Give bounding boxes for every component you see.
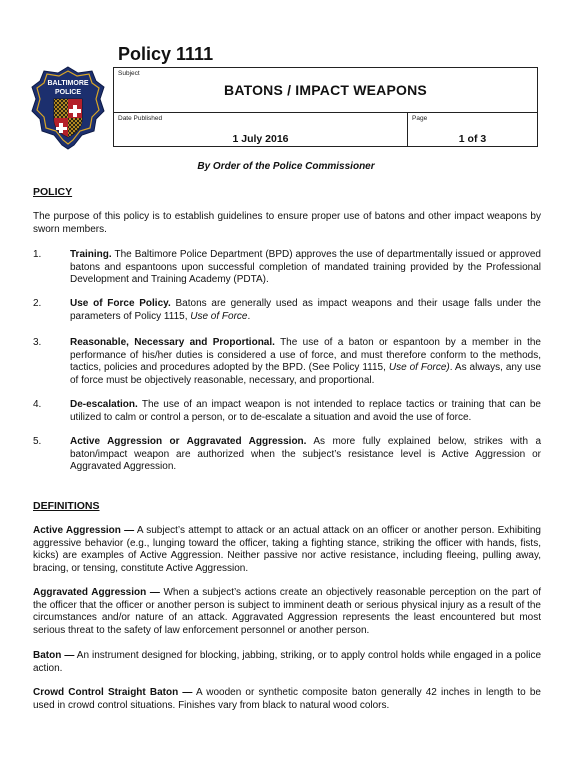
item-title: De-escalation.	[70, 399, 138, 410]
page-value: 1 of 3	[458, 133, 487, 145]
definition-text: When a subject’s actions create an objectively reasonable perception on the part of the officer that the officer or another person is subject to imminent death or serious physical injury as a result of the circumstances and/or nature of an attack. Aggravated Aggression represents the least encountered but most serious threat to the safety of law enforcement personnel or another person.	[33, 587, 541, 636]
definition-text: A wooden or synthetic composite baton generally 42 inches in length to be used in crowd control situations. Finishes vary from black to natural wood colors.	[33, 687, 541, 711]
item-text: Batons are generally used as impact weapons and their usage falls under the parameters of Policy 1115,	[70, 298, 541, 322]
item-title: Use of Force Policy.	[70, 298, 171, 309]
definitions-heading: DEFINITIONS	[33, 500, 100, 512]
definition-text: A subject’s attempt to attack or an actual attack on an officer or another person. Exhibiting aggressive behavior (e.g., lunging toward the officer, taking a fighting stance, striking the officer with hands, fists, kicks) are examples of Active Aggression. Neither passive nor active resistance, including fleeing, pulling away, bracing, or tensing, constitute Active Aggression.	[33, 525, 541, 574]
item-number: 2.	[33, 298, 42, 309]
item-number: 5.	[33, 436, 42, 447]
definition-item	[33, 525, 541, 575]
policy-item	[33, 298, 541, 323]
date-label: Date Published	[118, 115, 163, 122]
by-order-line: By Order of the Police Commissioner	[197, 161, 375, 172]
item-number: 3.	[33, 337, 42, 348]
badge-text-line2: POLICE	[54, 89, 82, 96]
policy-heading: POLICY	[33, 186, 73, 198]
policy-item	[33, 399, 541, 424]
badge-text-line1: BALTIMORE	[47, 80, 89, 87]
policy-item	[33, 337, 541, 387]
item-number: 4.	[33, 399, 42, 410]
item-text-italic: Use of Force	[190, 310, 248, 322]
date-value: 1 July 2016	[232, 133, 289, 145]
page-cell	[408, 113, 537, 146]
item-title: Active Aggression or Aggravated Aggression.	[70, 436, 307, 447]
subject-label: Subject	[118, 70, 140, 77]
subject-value: BATONS / IMPACT WEAPONS	[224, 82, 427, 98]
item-text: As more fully explained below, strikes with a baton/impact weapon are authorized when the subject’s resistance level is Active Aggression or Aggravated Aggression.	[70, 436, 542, 472]
item-title: Training.	[70, 249, 112, 260]
policy-item	[33, 436, 541, 474]
definition-text: An instrument designed for blocking, jabbing, striking, or to apply control holds while engaged in a police action.	[33, 650, 542, 674]
page-label: Page	[412, 115, 428, 122]
definition-term: Active Aggression —	[33, 525, 135, 536]
definition-term: Aggravated Aggression —	[33, 587, 160, 598]
item-text: The use of an impact weapon is not intended to replace tactics or training that can be utilized to calm or control a person, or to de-escalate a situation and avoid the use of force.	[70, 399, 541, 423]
date-cell	[114, 113, 408, 146]
definition-item	[33, 687, 541, 712]
item-number: 1.	[33, 249, 42, 260]
item-text-italic: Use of Force)	[388, 362, 450, 373]
item-text: The use of a baton or espantoon by a member in the performance of his/her duties is considered a use of force, and must therefore conform to the methods, tactics, policies and procedures adopted by the BPD. (See Policy 1115,	[70, 337, 541, 373]
item-text-after: .	[247, 310, 251, 322]
subject-cell	[114, 68, 537, 113]
definition-item	[33, 650, 541, 675]
item-text: The Baltimore Police Department (BPD) approves the use of departmentally issued or approved batons and espantoons upon successful completion of mandated training provided by the Professional Development and Training Academy (PDTA).	[70, 249, 541, 285]
definition-item	[33, 587, 541, 637]
policy-intro: The purpose of this policy is to establish guidelines to ensure proper use of batons and other impact weapons by sworn members.	[33, 211, 541, 235]
item-title: Reasonable, Necessary and Proportional.	[70, 337, 275, 348]
baltimore-police-badge-icon	[30, 65, 106, 151]
definition-term: Crowd Control Straight Baton —	[33, 687, 193, 698]
header-table	[113, 67, 538, 147]
policy-item	[33, 249, 541, 287]
item-text-after: . As always, any use of force must be objectively reasonable, necessary, and proportional.	[70, 362, 542, 386]
definition-term: Baton —	[33, 650, 75, 661]
policy-title: Policy 1111	[118, 44, 214, 64]
